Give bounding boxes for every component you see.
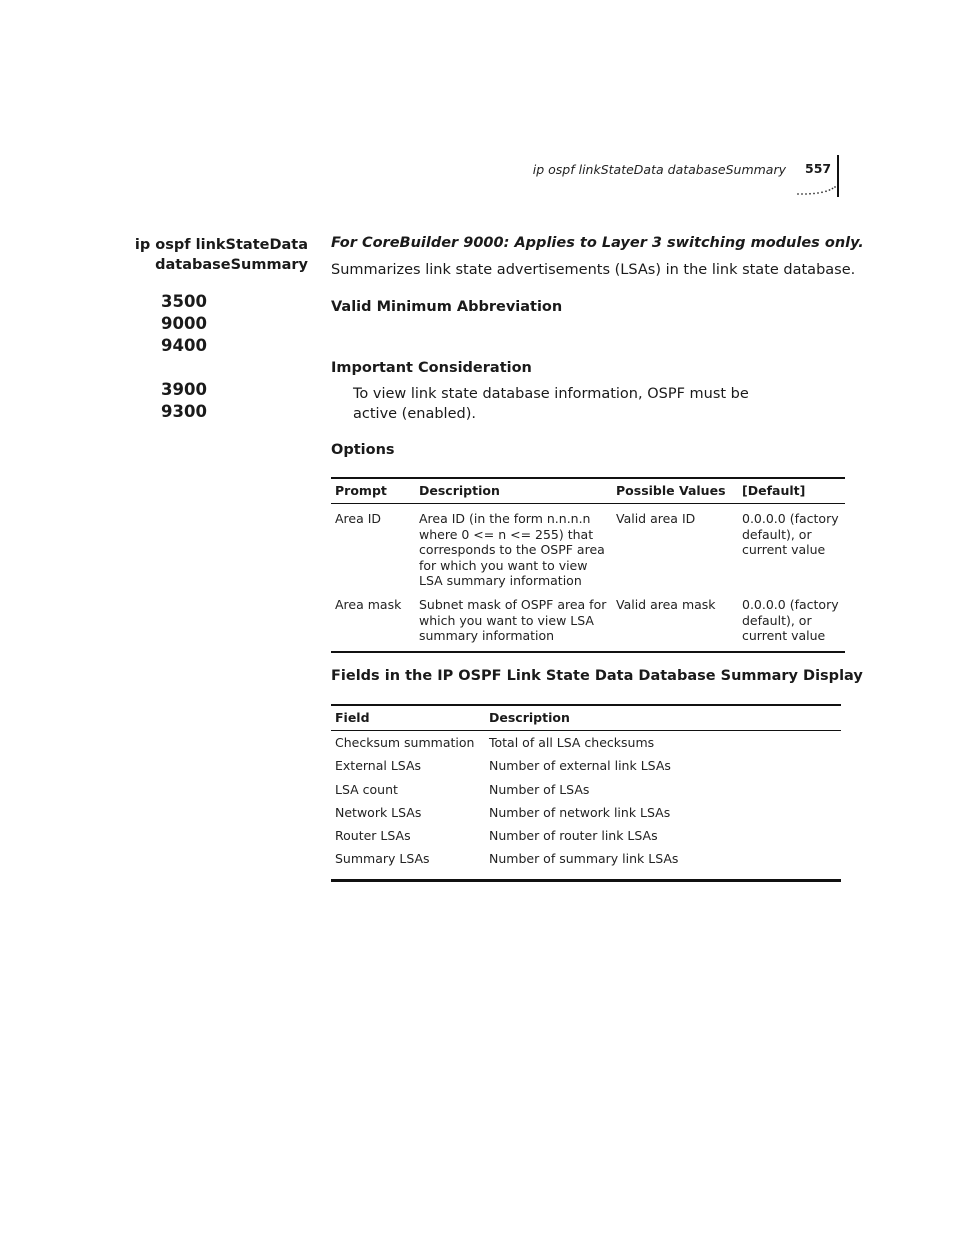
table-cell: Number of router link LSAs [489,828,658,844]
table-cell: Summary LSAs [335,851,430,867]
table-cell: Router LSAs [335,828,411,844]
header-dots-decoration [796,186,836,196]
column-header: [Default] [738,478,845,504]
table-cell: Valid area mask [616,596,716,612]
header-rule [837,155,839,197]
important-consideration-heading: Important Consideration [331,360,532,376]
table-cell: LSA count [335,781,398,797]
table-cell: Valid area ID [616,511,696,526]
table-cell: Area mask [335,596,402,612]
table-header-row [331,478,845,504]
table-cell: Checksum summation [335,735,475,750]
platform-number: 9000 [161,314,207,333]
column-header: Possible Values [612,478,738,504]
fields-table [331,704,841,882]
table-row [331,758,841,781]
table-cell: External LSAs [335,758,422,774]
table-cell: Number of LSAs [489,781,590,797]
table-cell: 0.0.0.0 (factory default), or current value [742,596,839,644]
page-number: 557 [805,161,832,176]
platform-list [161,291,207,423]
column-header: Prompt [331,478,415,504]
table-cell: Number of network link LSAs [489,804,671,820]
table-cell: Network LSAs [335,804,422,820]
table-row [331,731,841,759]
command-summary: Summarizes link state advertisements (LSAs) in the link state database. [331,262,856,278]
options-heading: Options [331,442,395,458]
table-row [331,805,841,828]
table-cell: Subnet mask of OSPF area for which you want to view LSA summary information [419,596,607,644]
table-cell: Number of external link LSAs [489,758,671,774]
table-cell: Area ID [335,511,382,526]
valid-min-abbrev-heading: Valid Minimum Abbreviation [331,299,563,315]
table-cell: Number of summary link LSAs [489,851,679,867]
applies-note: For CoreBuilder 9000: Applies to Layer 3 switching modules only. [331,235,864,251]
command-name [135,235,308,275]
command-name-line1: ip ospf linkStateData [134,237,308,253]
table-row [331,851,841,880]
platform-number: 3900 [161,380,207,399]
table-cell: Total of all LSA checksums [489,735,655,750]
column-header: Description [485,705,841,731]
important-consideration-text: To view link state database information, OSPF must be active (enabled). [353,386,749,422]
fields-heading: Fields in the IP OSPF Link State Data Database Summary Display [331,668,863,684]
table-row [331,828,841,851]
table-row [331,596,845,652]
table-cell: Area ID (in the form n.n.n.n where 0 <= n <= 255) that corresponds to the OSPF area for which you want to view LSA summary information [419,511,605,589]
platform-number: 3500 [161,292,207,311]
running-header-title: ip ospf linkStateData databaseSummary [532,162,786,177]
table-row [331,782,841,805]
column-header: Description [415,478,612,504]
column-header: Field [331,705,485,731]
table-cell: 0.0.0.0 (factory default), or current value [742,511,839,558]
options-table [331,477,845,653]
table-row [331,504,845,596]
table-header-row [331,705,841,731]
command-name-line2: databaseSummary [155,257,308,273]
platform-number: 9300 [161,402,207,421]
platform-number: 9400 [161,336,207,355]
